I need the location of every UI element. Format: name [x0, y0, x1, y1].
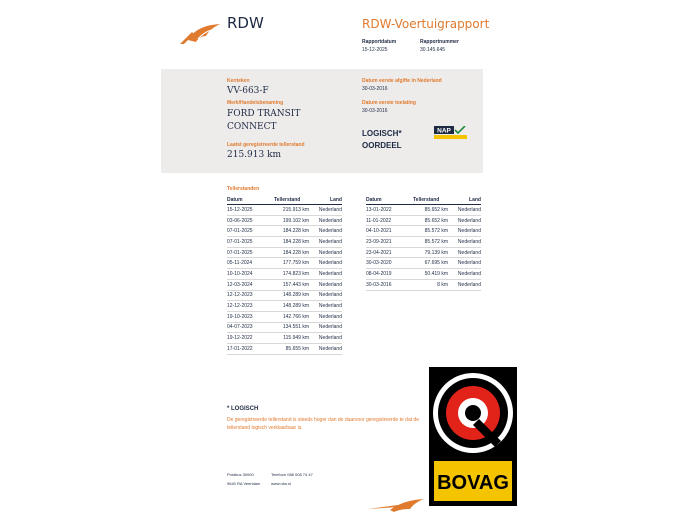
row-odometer: 199.102 km [274, 215, 309, 226]
row-date: 04-07-2023 [227, 322, 274, 333]
row-odometer: 184.228 km [274, 247, 309, 258]
table-row [366, 269, 481, 280]
row-date: 15-12-2025 [227, 205, 274, 216]
row-odometer: 85.652 km [413, 205, 448, 216]
row-date: 07-01-2025 [227, 247, 274, 258]
table-row [227, 311, 342, 322]
row-odometer: 115.949 km [274, 333, 309, 344]
odometer-label: Laatst geregistreerde tellerstand [227, 142, 305, 148]
row-date: 19-12-2022 [227, 333, 274, 344]
odometer-table-left [227, 195, 342, 355]
bovag-logo-text: BOVAG [437, 472, 509, 494]
legend-title: * LOGISCH [227, 406, 259, 412]
table-row [227, 301, 342, 312]
row-country: Nederland [309, 322, 342, 333]
row-country: Nederland [309, 279, 342, 290]
row-date: 30-03-2016 [366, 279, 413, 290]
row-date: 23-04-2021 [366, 247, 413, 258]
report-number: 30.145.645 [420, 47, 446, 53]
row-odometer: 157.443 km [274, 279, 309, 290]
row-date: 08-04-2019 [366, 269, 413, 280]
column-header-odometer: Tellerstand [413, 195, 448, 205]
bovag-logo-icon [429, 367, 517, 506]
last-odometer: 215.913 km [227, 150, 282, 160]
row-country: Nederland [309, 343, 342, 354]
table-row [227, 226, 342, 237]
row-date: 04-10-2021 [366, 226, 413, 237]
table-row [227, 205, 342, 216]
footer-address-1: Postbus 30000 [227, 472, 254, 477]
row-odometer: 85.572 km [413, 226, 448, 237]
row-odometer: 85.655 km [274, 343, 309, 354]
footer-phone: Telefoon 088 008 74 47 [271, 472, 313, 477]
row-country: Nederland [309, 269, 342, 280]
row-odometer: 184.228 km [274, 237, 309, 248]
row-date: 30-03-2020 [366, 258, 413, 269]
table-row [227, 322, 342, 333]
row-date: 23-09-2021 [366, 237, 413, 248]
table-row [366, 215, 481, 226]
column-header-date: Datum [366, 195, 413, 205]
vehicle-info-panel [161, 69, 483, 173]
footer-website: www.rdw.nl [271, 481, 292, 486]
row-odometer: 8 km [413, 279, 448, 290]
table-row [227, 333, 342, 344]
row-odometer: 174.823 km [274, 269, 309, 280]
first-nl-label: Datum eerste afgifte in Nederland [362, 78, 442, 84]
row-date: 11-01-2022 [366, 215, 413, 226]
table-row [366, 226, 481, 237]
table-row [227, 269, 342, 280]
plate-label: Kenteken [227, 78, 250, 84]
first-admission-date: 30-03-2016 [362, 108, 388, 114]
row-country: Nederland [309, 333, 342, 344]
first-nl-date: 30-03-2016 [362, 86, 388, 92]
make-line-1: FORD TRANSIT [227, 109, 301, 119]
row-date: 12-12-2023 [227, 290, 274, 301]
row-date: 05-11-2024 [227, 258, 274, 269]
row-country: Nederland [309, 290, 342, 301]
row-odometer: 215.913 km [274, 205, 309, 216]
row-country: Nederland [448, 205, 481, 216]
row-country: Nederland [448, 269, 481, 280]
column-header-country: Land [448, 195, 481, 205]
footer-address-2: 9640 RA Veendam [227, 481, 261, 486]
row-date: 03-06-2025 [227, 215, 274, 226]
make-label: Merk/Handelsbenaming [227, 100, 284, 106]
row-odometer: 67.695 km [413, 258, 448, 269]
row-country: Nederland [309, 311, 342, 322]
row-country: Nederland [448, 215, 481, 226]
row-date: 07-01-2025 [227, 226, 274, 237]
row-date: 17-01-2022 [227, 343, 274, 354]
legend-text: De geregistreerde tellerstand is steeds hoger dan de daarvoor geregistreerde te dat de tellerstand logisch verklaarbaar is. [227, 417, 420, 431]
row-country: Nederland [448, 279, 481, 290]
row-country: Nederland [309, 226, 342, 237]
row-odometer: 50.419 km [413, 269, 448, 280]
make-line-2: CONNECT [227, 122, 277, 132]
report-date: 15-12-2025 [362, 47, 388, 53]
table-row [227, 279, 342, 290]
row-odometer: 79.139 km [413, 247, 448, 258]
row-date: 12-03-2024 [227, 279, 274, 290]
row-odometer: 148.289 km [274, 301, 309, 312]
rdw-footer-mark-icon [368, 498, 428, 512]
report-number-label: Rapportnummer [420, 39, 459, 45]
report-title: RDW-Voertuigrapport [362, 17, 490, 31]
table-row [227, 237, 342, 248]
row-country: Nederland [309, 258, 342, 269]
odometer-table-right [366, 195, 481, 291]
nap-check-icon [434, 126, 467, 139]
column-header-odometer: Tellerstand [274, 195, 309, 205]
license-plate: VV-663-F [227, 86, 269, 96]
row-odometer: 85.572 km [413, 237, 448, 248]
odometer-history-title: Tellerstanden [227, 186, 260, 192]
table-row [227, 247, 342, 258]
row-country: Nederland [448, 258, 481, 269]
row-odometer: 134.551 km [274, 322, 309, 333]
first-admission-label: Datum eerste toelating [362, 100, 416, 106]
report-date-label: Rapportdatum [362, 39, 397, 45]
row-date: 07-01-2025 [227, 237, 274, 248]
row-country: Nederland [309, 215, 342, 226]
table-row [227, 258, 342, 269]
table-row [227, 215, 342, 226]
row-country: Nederland [448, 237, 481, 248]
row-date: 13-01-2022 [366, 205, 413, 216]
table-row [366, 237, 481, 248]
row-country: Nederland [309, 205, 342, 216]
row-country: Nederland [448, 247, 481, 258]
row-odometer: 177.759 km [274, 258, 309, 269]
column-header-date: Datum [227, 195, 274, 205]
table-row [366, 205, 481, 216]
row-date: 10-10-2024 [227, 269, 274, 280]
verdict-text: LOGISCH* OORDEEL [362, 129, 402, 150]
nap-logo-text: NAP [437, 127, 451, 135]
row-odometer: 85.652 km [413, 215, 448, 226]
row-odometer: 184.228 km [274, 226, 309, 237]
row-date: 12-12-2023 [227, 301, 274, 312]
table-row [227, 343, 342, 354]
table-row [227, 290, 342, 301]
table-row [366, 279, 481, 290]
column-header-country: Land [309, 195, 342, 205]
row-country: Nederland [309, 237, 342, 248]
row-date: 19-10-2023 [227, 311, 274, 322]
table-row [366, 258, 481, 269]
row-odometer: 148.289 km [274, 290, 309, 301]
row-country: Nederland [309, 301, 342, 312]
brand-name: RDW [227, 14, 264, 32]
rdw-logo-icon [178, 22, 222, 46]
row-country: Nederland [309, 247, 342, 258]
table-row [366, 247, 481, 258]
row-country: Nederland [448, 226, 481, 237]
row-odometer: 142.766 km [274, 311, 309, 322]
